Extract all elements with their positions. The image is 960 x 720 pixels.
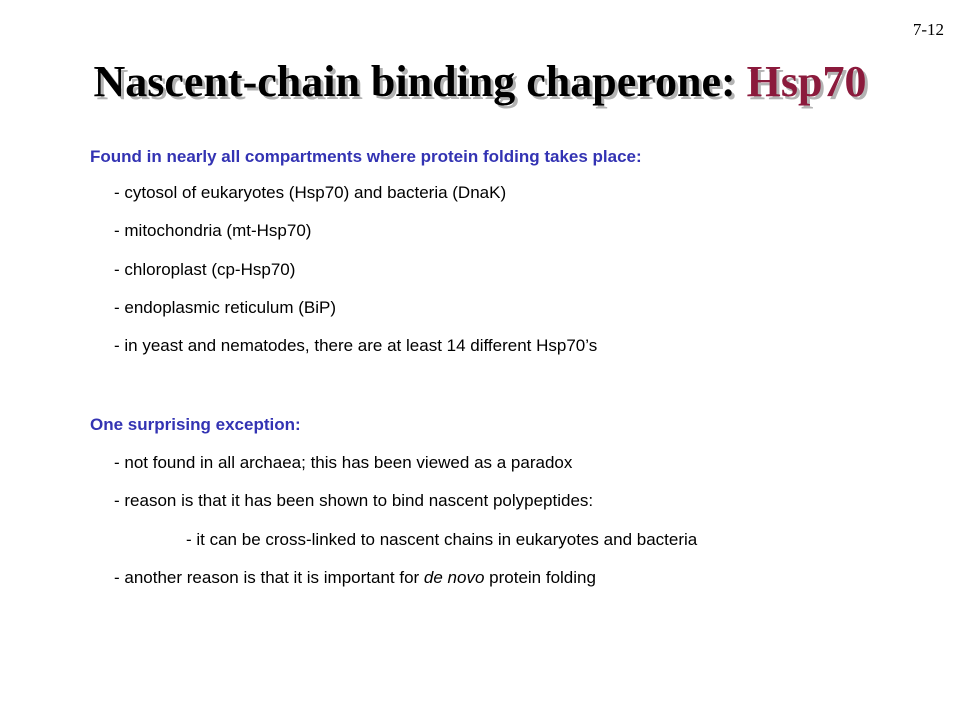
section2-subitem: - it can be cross-linked to nascent chains in eukaryotes and bacteria <box>186 530 698 549</box>
section1-item: - in yeast and nematodes, there are at least 14 different Hsp70’s <box>114 336 598 355</box>
section2-heading: One surprising exception: <box>90 415 301 434</box>
section2-item: - not found in all archaea; this has been viewed as a paradox <box>114 453 573 472</box>
section1-item: - endoplasmic reticulum (BiP) <box>114 298 337 317</box>
section2-item: - reason is that it has been shown to bind nascent polypeptides: <box>114 491 594 510</box>
section1-item: - cytosol of eukaryotes (Hsp70) and bacteria (DnaK) <box>114 183 507 202</box>
section1-item: - chloroplast (cp-Hsp70) <box>114 260 296 279</box>
last-item-after: protein folding <box>484 568 596 587</box>
page-number: 7-12 <box>912 20 944 39</box>
section1-heading: Found in nearly all compartments where protein folding takes place: <box>90 147 642 166</box>
section2-last-item <box>114 567 596 589</box>
section1-item: - mitochondria (mt-Hsp70) <box>114 221 312 240</box>
last-item-emphasis: de novo <box>423 568 485 587</box>
last-item-before: - another reason is that it is important for <box>114 568 424 587</box>
slide-title <box>0 56 960 108</box>
title-accent-text: Hsp70 <box>746 57 867 106</box>
title-main-text: Nascent-chain binding chaperone: <box>93 57 747 106</box>
